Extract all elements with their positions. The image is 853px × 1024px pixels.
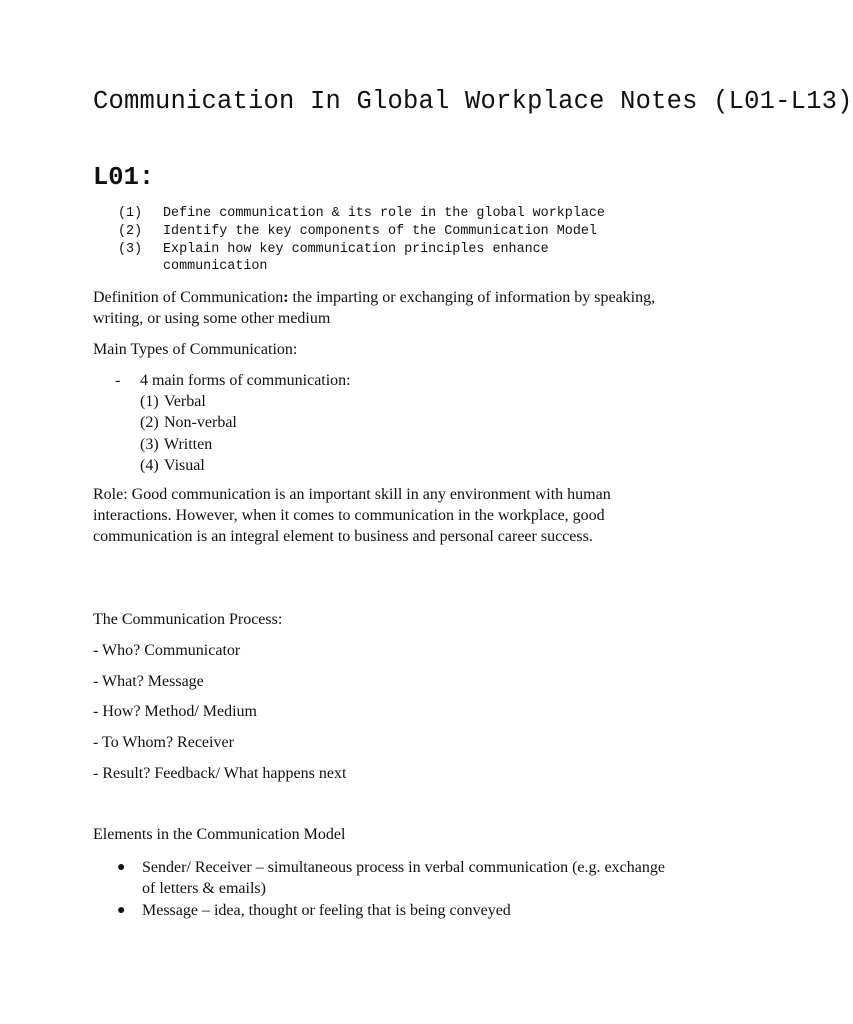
- form-number: (3): [140, 435, 159, 453]
- elements-list: [115, 857, 675, 922]
- objective-number: (3): [118, 241, 143, 257]
- bullet-icon: ●: [117, 860, 126, 875]
- process-item: - How? Method/ Medium: [93, 703, 257, 720]
- element-text: Sender/ Receiver – simultaneous process in verbal communication (e.g. exchange of letters & emails): [142, 859, 665, 897]
- objective-item: [118, 223, 605, 241]
- main-types-item: [115, 370, 351, 476]
- element-item: [115, 900, 675, 921]
- objective-number: (1): [118, 206, 143, 221]
- form-label: Visual: [164, 456, 205, 474]
- process-item: - What? Message: [93, 673, 204, 690]
- main-types-content: [140, 370, 351, 476]
- form-item: [140, 412, 351, 433]
- form-number: (4): [140, 456, 159, 474]
- main-types-list: [115, 370, 351, 476]
- form-item: [140, 455, 351, 476]
- objectives-list: [118, 205, 605, 276]
- bullet-icon: ●: [117, 903, 126, 918]
- objective-item: [118, 205, 605, 223]
- objective-text: Define communication & its role in the global workplace: [163, 206, 605, 221]
- process-item: - Result? Feedback/ What happens next: [93, 765, 347, 782]
- objective-number: (2): [118, 223, 143, 239]
- process-item: - To Whom? Receiver: [93, 734, 234, 751]
- element-item: [115, 857, 675, 899]
- definition-colon: :: [283, 289, 289, 306]
- process-item: - Who? Communicator: [93, 642, 241, 659]
- definition-text: the imparting or exchanging of information by speaking, writing, or using some other medium: [93, 289, 656, 327]
- objective-item: [118, 241, 605, 277]
- role-paragraph: Role: Good communication is an important skill in any environment with human interactions. However, when it comes to communication in the workplace, good communication is an integral element to business and personal career success.: [93, 486, 611, 545]
- form-label: Verbal: [164, 393, 206, 410]
- form-label: Written: [164, 435, 213, 453]
- forms-list: [140, 391, 351, 476]
- definition-label: Definition of Communication: [93, 289, 284, 306]
- document-title-text: Communication In Global Workplace Notes (L01-L13): [93, 87, 853, 116]
- document-title: [93, 86, 853, 118]
- process-heading: The Communication Process:: [93, 611, 283, 628]
- form-label: Non-verbal: [164, 414, 237, 432]
- elements-heading: Elements in the Communication Model: [93, 826, 346, 843]
- objective-text: Explain how key communication principles enhance communication: [163, 241, 549, 275]
- main-types-heading: Main Types of Communication:: [93, 341, 298, 358]
- element-text: Message – idea, thought or feeling that is being conveyed: [142, 902, 511, 919]
- section-heading: L01:: [93, 163, 155, 192]
- objective-text: Identify the key components of the Communication Model: [163, 223, 597, 239]
- form-number: (1): [140, 393, 159, 410]
- form-item: [140, 391, 351, 412]
- definition-paragraph: [93, 287, 683, 329]
- form-number: (2): [140, 414, 159, 432]
- form-item: [140, 434, 351, 455]
- dash-marker: -: [115, 372, 121, 389]
- main-types-intro: 4 main forms of communication:: [140, 372, 351, 389]
